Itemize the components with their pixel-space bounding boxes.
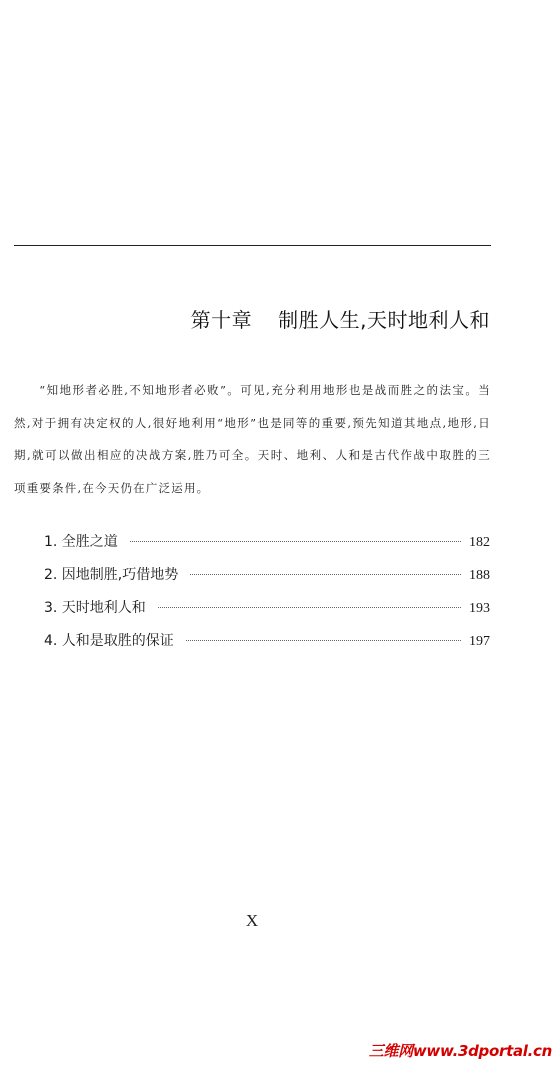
toc-entry[interactable] xyxy=(44,531,490,564)
watermark: 三维网www.3dportal.cn xyxy=(368,1042,552,1060)
page-folio: X xyxy=(245,911,259,930)
toc-entry[interactable] xyxy=(44,630,490,663)
toc-entry[interactable] xyxy=(44,597,490,630)
header-rule xyxy=(14,245,491,246)
toc-entry-page: 182 xyxy=(469,535,490,550)
table-of-contents xyxy=(44,531,490,663)
toc-entry[interactable] xyxy=(44,564,490,597)
dot-leader xyxy=(158,607,461,608)
chapter-name: 制胜人生,天时地利人和 xyxy=(278,308,490,332)
intro-paragraph: “知地形者必胜,不知地形者必败”。可见,充分利用地形也是战而胜之的法宝。当然,对于拥有决定权的人,很好地利用“地形”也是同等的重要,预先知道其地点,地形,日期,就可以做出相应的决战方案,胜乃可全。天时、地利、人和是古代作战中取胜的三项重要条件,在今天仍在广泛运用。 xyxy=(14,383,491,495)
toc-entry-label: 2. 因地制胜,巧借地势 xyxy=(44,567,179,583)
dot-leader xyxy=(190,574,461,575)
toc-entry-page: 193 xyxy=(469,601,490,616)
toc-entry-page: 197 xyxy=(469,634,490,649)
chapter-number: 第十章 xyxy=(190,308,253,332)
toc-entry-label: 4. 人和是取胜的保证 xyxy=(44,633,174,649)
toc-entry-label: 1. 全胜之道 xyxy=(44,534,118,550)
dot-leader xyxy=(130,541,461,542)
dot-leader xyxy=(186,640,461,641)
chapter-title xyxy=(191,304,490,333)
toc-entry-label: 3. 天时地利人和 xyxy=(44,600,146,616)
toc-entry-page: 188 xyxy=(469,568,490,583)
